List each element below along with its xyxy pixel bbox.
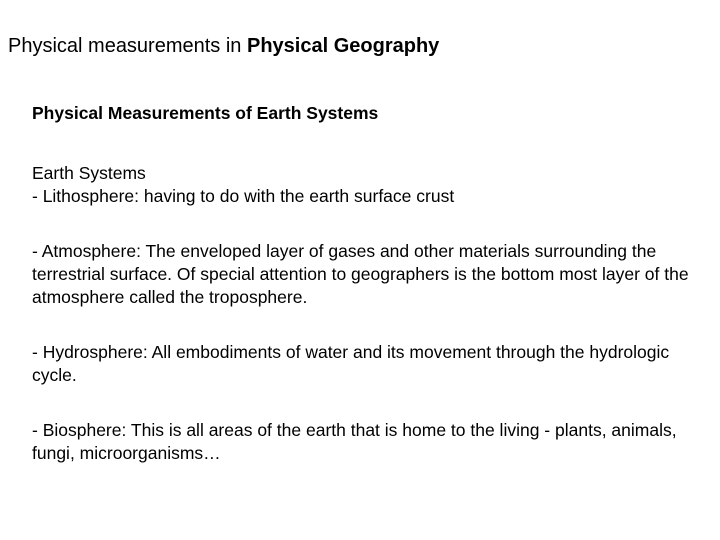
slide-body [32,102,692,465]
slide-title [8,34,439,58]
slide-title-bold: Physical Geography [246,35,440,57]
section-subtitle: Physical Measurements of Earth Systems [32,103,379,123]
biosphere-item: - Biosphere: This is all areas of the earth that is home to the living - plants, animals, fungi, microorganisms… [32,420,677,463]
atmosphere-item: - Atmosphere: The enveloped layer of gases and other materials surrounding the terrestrial surface. Of special attention to geographers is the bottom most layer of the atmosphere called the troposphere. [32,241,689,307]
earth-systems-heading: Earth Systems [32,163,146,183]
slide-title-plain: Physical measurements in [8,35,247,57]
lithosphere-item: - Lithosphere: having to do with the earth surface crust [32,186,455,206]
hydrosphere-item: - Hydrosphere: All embodiments of water and its movement through the hydrologic cycle. [32,342,670,385]
